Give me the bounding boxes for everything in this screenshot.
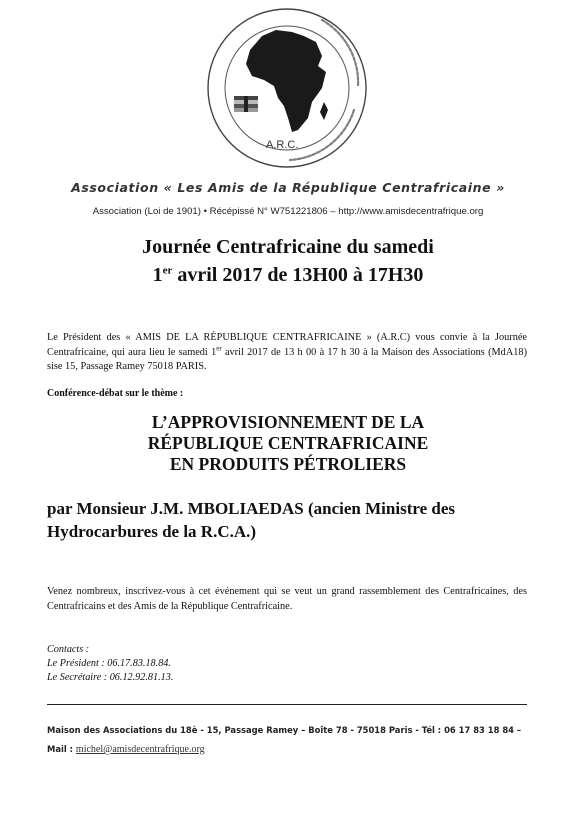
footer-mail-link[interactable]: michel@amisdecentrafrique.org <box>75 744 205 755</box>
africa-map-emblem-icon <box>204 6 370 170</box>
conference-title-line1: L’APPROVISIONNEMENT DE LA <box>151 412 425 432</box>
invitation-part2: avril 2017 de 13 h 00 à 17 h 30 à la Maison des Associations (MdA18) sise 15, Passage Ramey 75018 PARIS. <box>47 346 527 372</box>
invitation-ordinal: er <box>216 344 222 353</box>
invitation-part1: Le Président des « AMIS DE LA RÉPUBLIQUE CENTRAFRICAINE » (A.R.C) vous convie à la Journée Centrafricaine, qui aura lieu le samedi 1 <box>47 332 527 358</box>
logo-label: A.R.C. <box>266 139 299 151</box>
speaker-line2: Hydrocarbures de la R.C.A.) <box>47 522 257 541</box>
speaker-line1: par Monsieur J.M. MBOLIAEDAS (ancien Ministre des <box>47 499 456 518</box>
footer-mail-label: Mail : <box>47 744 76 754</box>
association-legal-line: Association (Loi de 1901) • Récépissé N° W751221806 – http://www.amisdecentrafrique.org <box>92 206 484 217</box>
footer-divider <box>47 704 527 705</box>
closing-paragraph: Venez nombreux, inscrivez-vous à cet événement qui se veut un grand rassemblement des Centrafricaines, des Centrafricains et des Amis de la République Centrafricaine. <box>47 586 527 612</box>
conference-title-line3: EN PRODUITS PÉTROLIERS <box>169 454 407 474</box>
invitation-paragraph <box>47 331 527 375</box>
contact-secretary: Le Secrétaire : 06.12.92.81.13. <box>47 672 174 683</box>
contact-president: Le Président : 06.17.83.18.84. <box>47 658 171 669</box>
footer-address: Maison des Associations du 18è - 15, Passage Ramey – Boîte 78 - 75018 Paris - Tél : 06 17 83 18 84 – <box>47 725 522 735</box>
event-day: 1 <box>152 264 163 286</box>
theme-intro: Conférence-débat sur le thème : <box>47 388 184 399</box>
contacts-heading: Contacts : <box>47 644 90 655</box>
event-date-time: avril 2017 de 13H00 à 17H30 <box>172 264 424 286</box>
footer-mail-line <box>47 744 205 755</box>
association-name: Association « Les Amis de la République Centrafricaine » <box>71 180 505 195</box>
event-day-ordinal: er <box>162 264 173 277</box>
association-logo <box>204 6 370 170</box>
event-title-line1: Journée Centrafricaine du samedi <box>142 236 434 258</box>
event-title-line2 <box>0 264 576 287</box>
conference-title-line2: RÉPUBLIQUE CENTRAFRICAINE <box>147 433 429 453</box>
